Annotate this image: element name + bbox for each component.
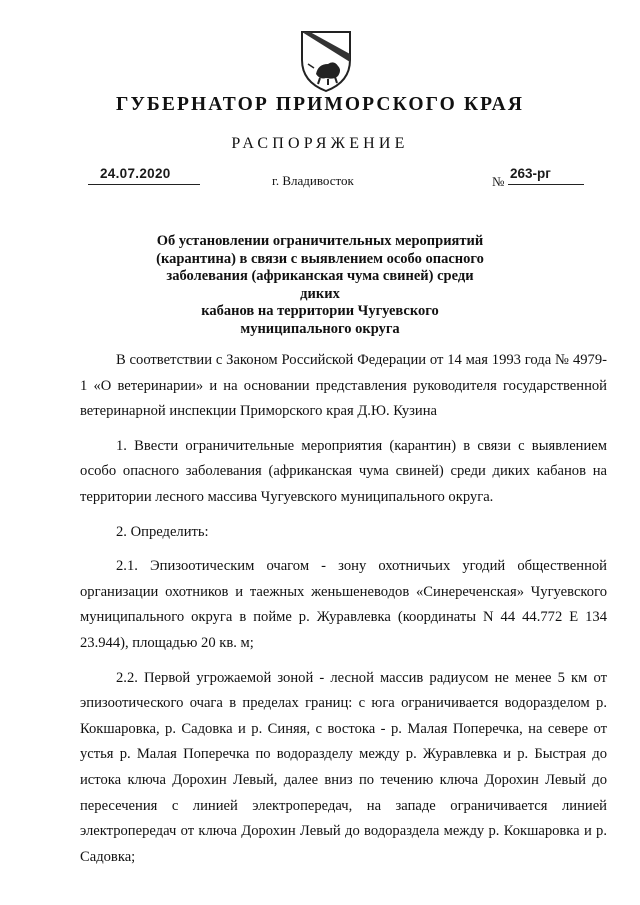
subject-line: кабанов на территории Чугуевского bbox=[201, 303, 439, 319]
item-2-1-paragraph: 2.1. Эпизоотическим очагом - зону охотничьих угодий общественной организации охотников и таежных женьшеневодов «Синереченская» Чугуевского муниципального округа в пойме р. Журавлевка (координаты N 44 44.772 E 134 23.944), площадью 20 кв. м; bbox=[80, 558, 607, 651]
document-subject bbox=[150, 233, 490, 338]
date-underline bbox=[88, 184, 200, 185]
document-body bbox=[80, 348, 607, 870]
number-underline bbox=[508, 184, 584, 185]
doc-type-title: РАСПОРЯЖЕНИЕ bbox=[231, 135, 409, 152]
subject-line: (карантина) в связи с выявлением особо опасного bbox=[156, 250, 484, 267]
document-city: г. Владивосток bbox=[272, 173, 354, 188]
preamble-paragraph: В соответствии с Законом Российской Федерации от 14 мая 1993 года № 4979-1 «О ветеринарии» и на основании представления руководителя государственной ветеринарной инспекции Приморского края Д.Ю. Кузина bbox=[80, 352, 607, 420]
item-2-paragraph: 2. Определить: bbox=[116, 523, 209, 540]
coat-of-arms-icon bbox=[298, 28, 354, 94]
item-2-2-paragraph: 2.2. Первой угрожаемой зоной - лесной массив радиусом не менее 5 км от эпизоотического очага в пределах границ: с юга ограничивается водоразделом р. Кокшаровка, р. Садовка и р. Синяя, с востока - р. Малая Поперечка, на севере от устья р. Малая Поперечка по водоразделу между р. Журавлевка и р. Быстрая до истока ключа Дорохин Левый, далее вниз по течению ключа Дорохин Левый до пересечения с линией электропередач, на западе ограничивается линией электропередач от ключа Дорохин Левый до водораздела между р. Кокшаровка и р. Садовка; bbox=[80, 669, 607, 865]
org-title: ГУБЕРНАТОР ПРИМОРСКОГО КРАЯ bbox=[115, 94, 525, 115]
subject-line: муниципального округа bbox=[240, 320, 400, 337]
document-date: 24.07.2020 bbox=[100, 166, 171, 181]
document-number: 263-рг bbox=[510, 166, 551, 181]
subject-line: заболевания (африканская чума свиней) среди диких bbox=[166, 268, 474, 302]
subject-line: Об установлении ограничительных мероприятий bbox=[156, 233, 484, 249]
item-1-paragraph: 1. Ввести ограничительные мероприятия (карантин) в связи с выявлением особо опасного заболевания (африканская чума свиней) среди диких кабанов на территории лесного массива Чугуевского муниципального округа. bbox=[80, 437, 607, 505]
number-sign: № bbox=[492, 174, 505, 189]
